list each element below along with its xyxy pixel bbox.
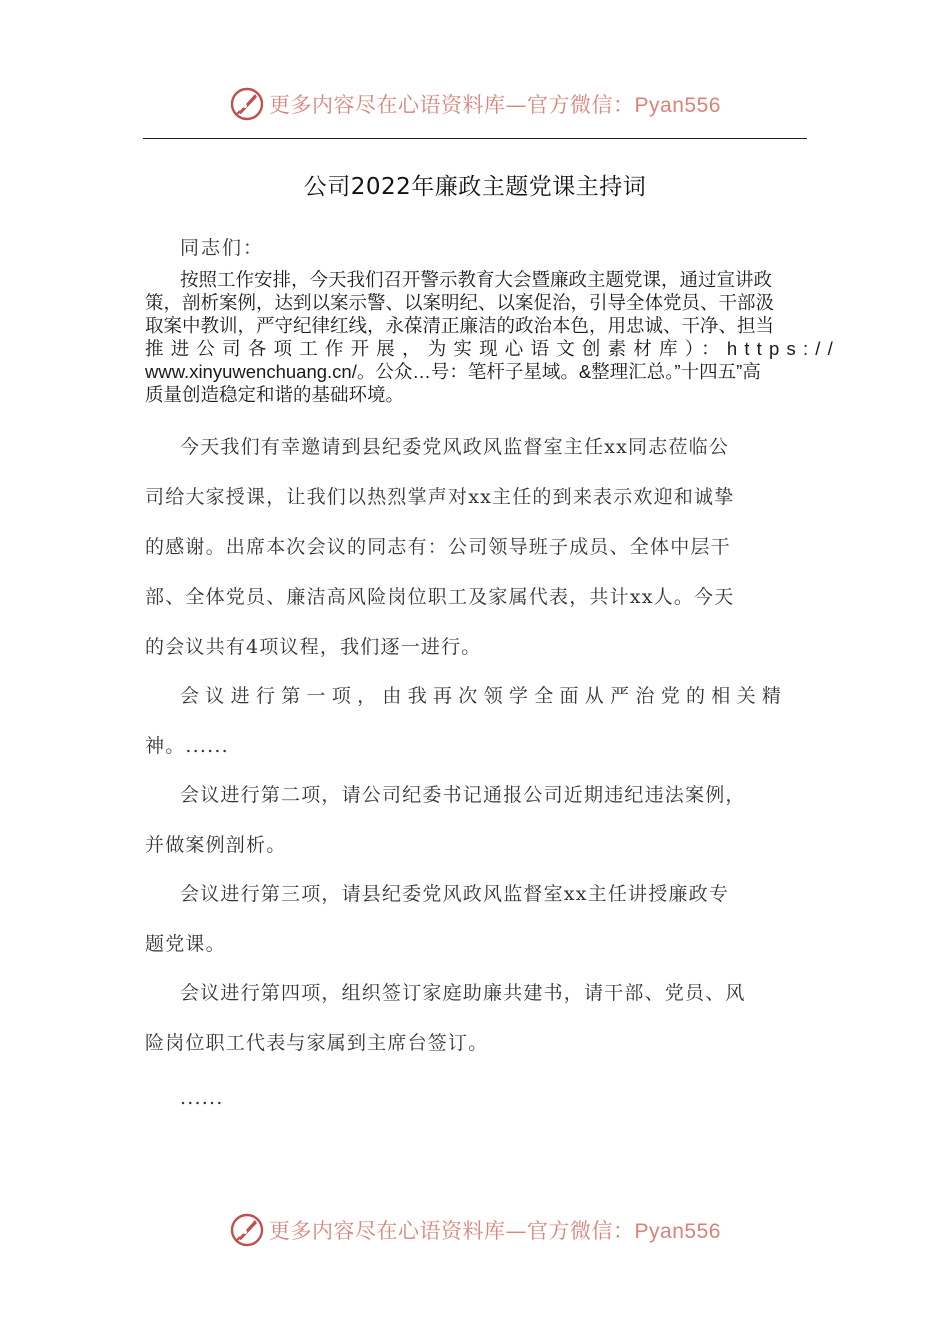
closing-ellipsis <box>145 1073 805 1123</box>
paragraph-line: 会议进行第三项，请县纪委党风政风监督室xx主任讲授廉政专 <box>180 883 730 905</box>
paragraph-line: 题党课。 <box>145 933 226 955</box>
agenda-item-2 <box>145 770 805 870</box>
header-divider <box>143 138 807 139</box>
welcome-paragraph <box>145 422 805 672</box>
agenda-item-1 <box>145 671 805 771</box>
paragraph-line: 会议进行第一项，由我再次领学全面从严治党的相关精 <box>180 685 788 707</box>
quill-logo-icon <box>229 1212 265 1248</box>
intro-line: 策，剖析案例，达到以案示警、以案明纪、以案促治，引导全体党员、干部汲 <box>145 292 775 313</box>
ellipsis-text: ...... <box>180 1087 224 1109</box>
paragraph-line: 今天我们有幸邀请到县纪委党风政风监督室主任xx同志莅临公 <box>180 436 730 458</box>
intro-line: www.xinyuwenchuang.cn/。公众…号：笔杆子星域。&整理汇总。”十四五”高 <box>145 361 761 382</box>
paragraph-line: 司给大家授课，让我们以热烈掌声对xx主任的到来表示欢迎和诚挚 <box>145 486 735 508</box>
paragraph-line: 部、全体党员、廉洁高风险岗位职工及家属代表，共计xx人。今天 <box>145 586 735 608</box>
paragraph-line: 神。...... <box>145 735 229 757</box>
intro-line: 质量创造稳定和谐的基础环境。 <box>145 384 405 405</box>
paragraph-line: 险岗位职工代表与家属到主席台签订。 <box>145 1032 489 1054</box>
paragraph-line: 的会议共有4项议程，我们逐一进行。 <box>145 636 482 658</box>
agenda-item-3 <box>145 869 805 969</box>
intro-line: 取案中教训，严守纪律红线，永葆清正廉洁的政治本色，用忠诚、干净、担当 <box>145 315 775 336</box>
banner-text: 更多内容尽在心语资料库—官方微信：Pyan556 <box>269 93 721 117</box>
quill-logo-icon <box>229 86 265 122</box>
document-title: 公司2022年廉政主题党课主持词 <box>303 174 647 200</box>
header-banner <box>0 84 950 124</box>
greeting: 同志们： <box>180 237 265 259</box>
banner-text: 更多内容尽在心语资料库—官方微信：Pyan556 <box>269 1219 721 1243</box>
paragraph-line: 的感谢。出席本次会议的同志有：公司领导班子成员、全体中层干 <box>145 536 731 558</box>
footer-banner <box>0 1210 950 1250</box>
paragraph-line: 并做案例剖析。 <box>145 834 287 856</box>
agenda-item-4 <box>145 968 805 1068</box>
intro-paragraph <box>145 268 840 406</box>
intro-line: 推进公司各项工作开展，为实现心语文创素材库）：https:// <box>145 338 840 359</box>
paragraph-line: 会议进行第四项，组织签订家庭助廉共建书，请干部、党员、风 <box>180 982 746 1004</box>
paragraph-line: 会议进行第二项，请公司纪委书记通报公司近期违纪违法案例， <box>180 784 746 806</box>
intro-line: 按照工作安排，今天我们召开警示教育大会暨廉政主题党课，通过宣讲政 <box>180 269 773 290</box>
